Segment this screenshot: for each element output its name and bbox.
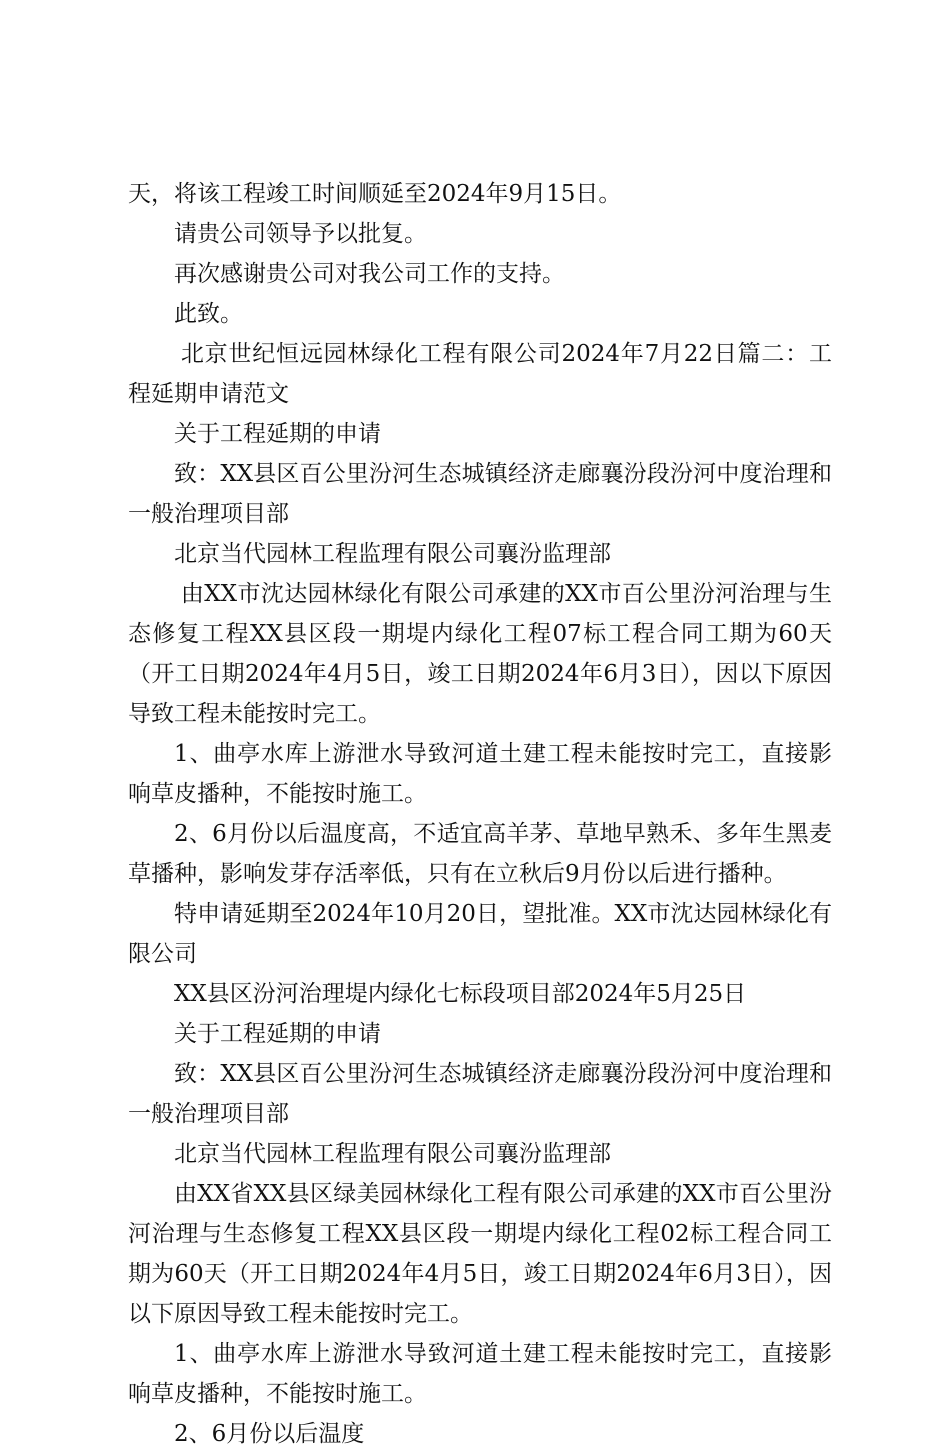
paragraph-request-approval: 请贵公司领导予以批复。 — [174, 221, 427, 247]
paragraph-closing: 此致。 — [174, 301, 243, 327]
paragraph-thanks: 再次感谢贵公司对我公司工作的支持。 — [174, 261, 565, 287]
paragraph-reason-two-truncated: 2、6月份以后温度 — [174, 1421, 365, 1447]
paragraph-title: 关于工程延期的申请 — [174, 1021, 381, 1047]
paragraph-supervisor: 北京当代园林工程监理有限公司襄汾监理部 — [174, 541, 611, 567]
paragraph-reason-one: 1、曲亭水库上游泄水导致河道土建工程未能按时完工，直接影响草皮播种，不能按时施工。 — [128, 1341, 832, 1407]
paragraph-continuation: 天，将该工程竣工时间顺延至2024年9月15日。 — [128, 181, 622, 207]
paragraph-signature: XX县区汾河治理堤内绿化七标段项目部2024年5月25日 — [174, 981, 747, 1007]
document-body — [128, 174, 832, 1454]
paragraph-reason-two: 2、6月份以后温度高，不适宜高羊茅、草地早熟禾、多年生黑麦草播种，影响发芽存活率低，只有在立秋后9月份以后进行播种。 — [128, 821, 832, 887]
paragraph-signature-and-section-heading: 北京世纪恒远园林绿化工程有限公司2024年7月22日篇二：工程延期申请范文 — [128, 341, 832, 407]
paragraph-recipient: 致：XX县区百公里汾河生态城镇经济走廊襄汾段汾河中度治理和一般治理项目部 — [128, 461, 832, 527]
paragraph-recipient: 致：XX县区百公里汾河生态城镇经济走廊襄汾段汾河中度治理和一般治理项目部 — [128, 1061, 832, 1127]
paragraph-supervisor: 北京当代园林工程监理有限公司襄汾监理部 — [174, 1141, 611, 1167]
paragraph-reason-one: 1、曲亭水库上游泄水导致河道土建工程未能按时完工，直接影响草皮播种，不能按时施工。 — [128, 741, 832, 807]
paragraph-extension-request: 特申请延期至2024年10月20日，望批准。XX市沈达园林绿化有限公司 — [128, 901, 832, 967]
paragraph-title: 关于工程延期的申请 — [174, 421, 381, 447]
paragraph-project-statement: 由XX市沈达园林绿化有限公司承建的XX市百公里汾河治理与生态修复工程XX县区段一期堤内绿化工程07标工程合同工期为60天（开工日期2024年4月5日，竣工日期2024年6月3日），因以下原因导致工程未能按时完工。 — [128, 581, 832, 727]
paragraph-project-statement: 由XX省XX县区绿美园林绿化工程有限公司承建的XX市百公里汾河治理与生态修复工程XX县区段一期堤内绿化工程02标工程合同工期为60天（开工日期2024年4月5日，竣工日期2024年6月3日），因以下原因导致工程未能按时完工。 — [128, 1181, 832, 1327]
